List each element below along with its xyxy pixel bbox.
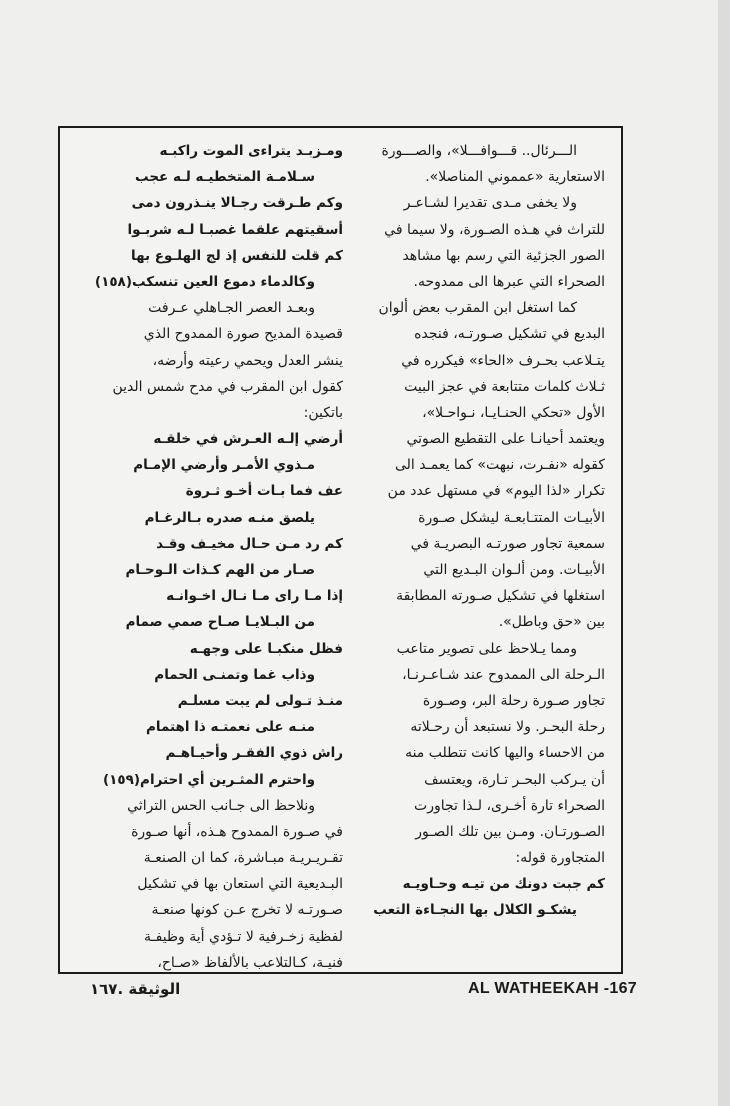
verse-line: كم جبت دونك من تيـه وحـاويـه <box>402 876 605 893</box>
verse-line: يشكـو الكلال بها النجـاءة التعب <box>373 902 577 919</box>
text-line: تقـريـريـة مبـاشرة، كما ان الصنعـة <box>143 850 343 867</box>
text-line: رحلة البحـر. ولا نستبعد أن رحـلاته <box>410 719 605 736</box>
text-line: ولا يخفى مـدى تقديرا لشـاعـر <box>403 195 577 212</box>
text-line: سمعية تجاور صورتـه البصريـة في <box>410 535 605 552</box>
text-line: البديع في تشكيل صـورتـه، فنجده <box>414 326 605 343</box>
verse-line: كم رد مـن حـال مخيـف وقـد <box>156 535 343 552</box>
footer-arabic-page-label: الوثيقة .١٦٧ <box>90 980 181 998</box>
text-line: الاستعارية «عمموني المناصلا». <box>425 169 605 186</box>
text-line: الأول «تحكي الحنـايـا، نـواحـلا»، <box>422 404 605 421</box>
verse-line: أرضي إلـه العـرش في خلقـه <box>153 431 343 448</box>
text-line: باتكين: <box>303 404 343 421</box>
text-line: المتجاورة قوله: <box>515 850 605 867</box>
right-column <box>357 138 607 924</box>
text-line: بين «حق وباطل». <box>498 614 605 631</box>
text-line: تجاور صـورة رحلة البر، وصـورة <box>422 692 605 709</box>
verse-line: راش ذوي الفقـر وأحيـاهـم <box>165 745 343 762</box>
text-line: الأبيـات المتتـابعـة ليشكل صـورة <box>418 509 605 526</box>
text-frame <box>58 126 623 974</box>
text-line: كقول ابن المقرب في مدح شمس الدين <box>112 378 343 395</box>
verse-line: أسقيتهم علقما غصبـا لـه شربـوا <box>127 221 343 238</box>
text-line: ينشر العدل ويحمي رعيته وأرضه، <box>152 352 343 369</box>
verse-line: منـه على نعمتـه ذا اهتمام <box>146 719 315 736</box>
verse-line: صـار من الهم كـذات الـوحـام <box>125 562 315 578</box>
verse-line: ومـزبـد يتراءى الموت راكبـه <box>159 143 343 159</box>
text-line: كقوله «نفـرت، نبهت» كما يعمـد الى <box>395 457 605 474</box>
text-line: ونلاحظ الى جـانب الحس التراثي <box>127 797 315 814</box>
text-line: لفظية زخـرفية لا تـؤدي أية وظيفـة <box>144 928 343 945</box>
verse-line: وكالدماء دموع العين تنسكب(١٥٨) <box>94 273 315 290</box>
footer-latin-page-label: AL WATHEEKAH -167 <box>468 980 637 997</box>
verse-line: وذاب غما وتمنـى الحمام <box>154 666 315 683</box>
text-line: الصور الجزئية التي رسم بها مشاهد <box>402 247 605 264</box>
verse-line: عف فما بـات أخـو ثـروة <box>185 483 343 500</box>
text-line: كما استغل ابن المقرب بعض ألوان <box>378 300 577 317</box>
text-line: فنيـة، كـالتلاعب بالألفاظ «صـاح، <box>157 954 343 971</box>
page-edge <box>718 0 730 1106</box>
verse-line: واحترم المثـرين أي احترام(١٥٩) <box>102 771 315 788</box>
left-column <box>79 138 345 976</box>
text-line: الـــرئال.. قـــوافـــلا»، والصـــورة <box>381 143 577 159</box>
text-line: صـورتـه لا تخرج عـن كونها صنعـة <box>151 902 343 919</box>
text-line: البـديعية التي استعان بها في تشكيل <box>137 876 343 893</box>
verse-line: وكم طـرقت رجـالا ينـذرون دمى <box>131 195 343 212</box>
text-line: يتـلاعب بحـرف «الحاء» فيكرره في <box>401 352 605 369</box>
text-line: الصـورتـان. ومـن بين تلك الصـور <box>415 823 605 840</box>
verse-line: كم قلت للنفس إذ لج الهلـوع بها <box>131 247 343 264</box>
text-line: تكرار «لذا اليوم» في مستهل عدد من <box>387 483 605 500</box>
verse-line: سـلامـة المتخطيـه لـه عجب <box>135 169 315 186</box>
text-line: قصيدة المديح صورة الممدوح الذي <box>143 326 343 343</box>
text-line: الـرحلة الى الممدوح عند شـاعـرنـا، <box>402 666 605 683</box>
verse-line: إذا مـا راى مـا نـال اخـوانـه <box>166 588 343 605</box>
text-line: في صـورة الممدوح هـذه، أنها صـورة <box>131 823 343 840</box>
text-line: للتراث في هـذه الصـورة، ولا سيما في <box>384 221 605 238</box>
text-line: من الاحساء واليها كانت تتطلب منه <box>405 745 605 762</box>
text-line: الصحراء تارة أخـرى، لـذا تجاورت <box>414 797 605 814</box>
verse-line: يلصق منـه صدره بـالرغـام <box>144 509 315 526</box>
verse-line: منـذ تـولى لم يبت مسلـم <box>177 692 343 709</box>
text-line: الصحراء التي عبرها الى ممدوحه. <box>413 273 605 290</box>
verse-line: مـذوي الأمـر وأرضي الإمـام <box>133 457 315 474</box>
verse-line: من البـلايـا صـاح صمي صمام <box>125 614 315 631</box>
text-line: ويعتمد أحيانـا على التقطيع الصوتي <box>406 431 605 448</box>
text-line: الأبيـات. ومن ألـوان البـديع التي <box>423 562 605 578</box>
verse-line: فظل منكبـا على وجهـه <box>189 640 343 657</box>
text-line: استغلها في تشكيل صـورته المطابقة <box>396 588 605 605</box>
text-line: وبعـد العصر الجـاهلي عـرفت <box>148 300 315 317</box>
text-line: ثـلاث كلمات متتابعة في عجز البيت <box>404 378 605 395</box>
text-line: ومما يـلاحظ على تصوير متاعب <box>396 640 577 657</box>
text-line: أن يـركب البحـر تـارة، ويعتسف <box>424 771 605 788</box>
